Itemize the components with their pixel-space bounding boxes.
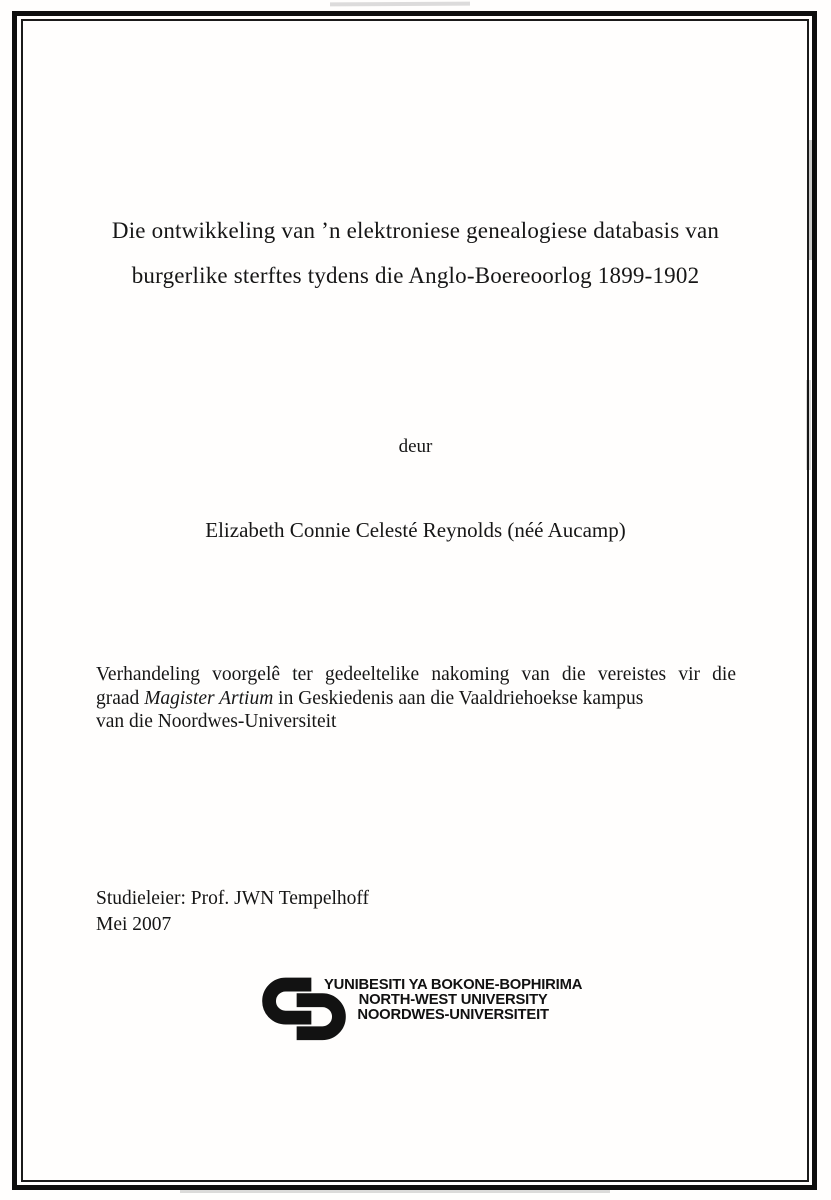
byline-label: deur xyxy=(398,436,433,457)
nwu-logo-text xyxy=(324,972,582,1024)
logo-line-english: NORTH-WEST UNIVERSITY xyxy=(358,992,548,1009)
statement-line2-post: in Geskiedenis aan die Vaaldriehoekse kampus xyxy=(273,687,644,709)
statement-line2 xyxy=(96,687,736,711)
logo-line-setswana: YUNIBESITI YA BOKONE-BOPHIRIMA xyxy=(324,977,583,993)
scan-artifact xyxy=(180,1190,610,1193)
date-line: Mei 2007 xyxy=(96,913,172,935)
statement-line3: van die Noordwes-Universiteit xyxy=(96,711,337,732)
nwu-logo xyxy=(258,972,582,1042)
thesis-title-line1: Die ontwikkeling van ’n elektroniese genealogiese databasis van xyxy=(111,218,720,243)
degree-name: Magister Artium xyxy=(144,687,274,709)
supervisor-block xyxy=(96,886,369,937)
scan-artifact xyxy=(330,2,470,7)
author-name: Elizabeth Connie Celesté Reynolds (néé Aucamp) xyxy=(205,518,626,542)
statement-line1: Verhandeling voorgelê ter gedeeltelike nakoming van die vereistes vir die xyxy=(96,664,736,685)
supervisor-line: Studieleier: Prof. JWN Tempelhoff xyxy=(96,888,370,909)
logo-line-afrikaans: NOORDWES-UNIVERSITEIT xyxy=(357,1007,549,1024)
submission-statement xyxy=(96,663,736,734)
statement-line2-pre: graad xyxy=(96,687,145,709)
thesis-title xyxy=(70,208,761,298)
thesis-title-line2: burgerlike sterftes tydens die Anglo-Boereoorlog 1899-1902 xyxy=(131,263,700,288)
